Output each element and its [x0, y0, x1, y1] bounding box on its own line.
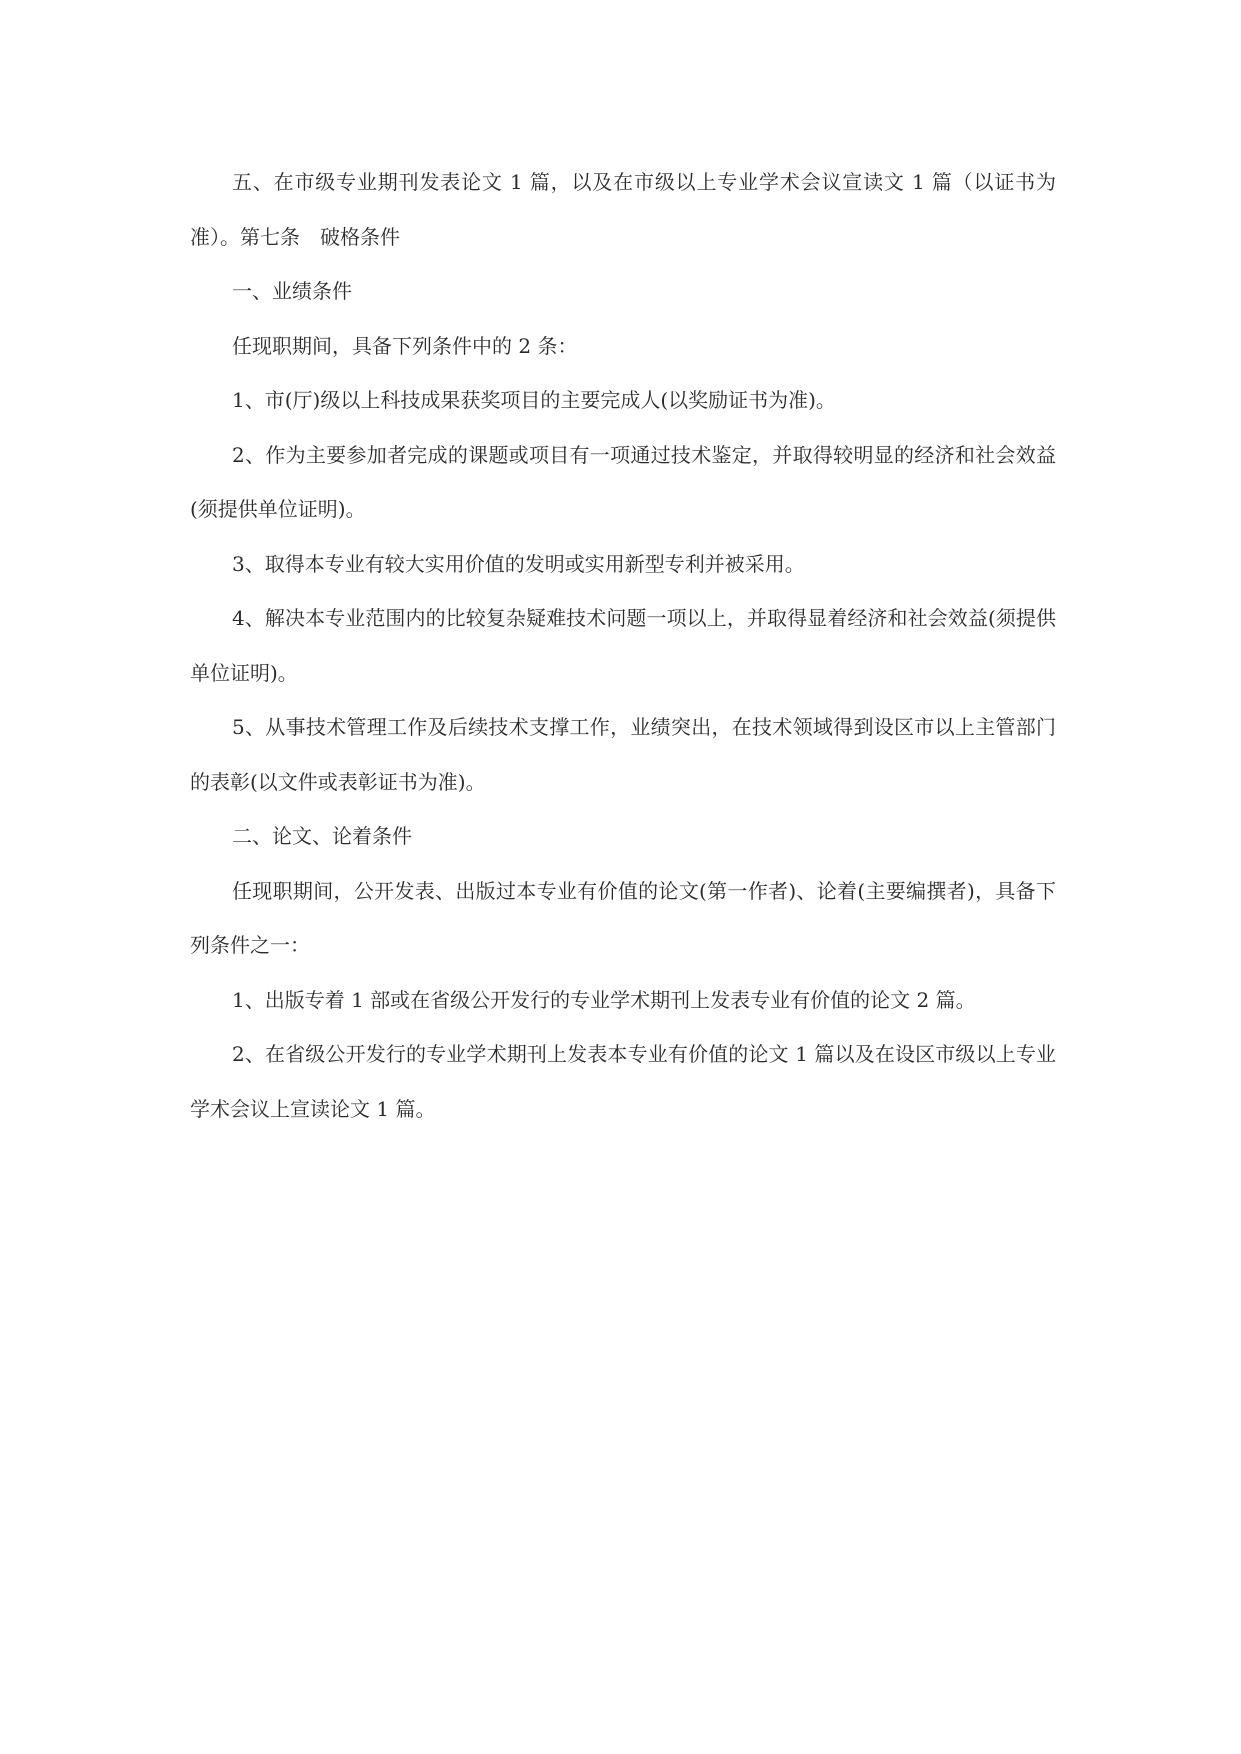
list-item-papers-2: 2、在省级公开发行的专业学术期刊上发表本专业有价值的论文 1 篇以及在设区市级以上专业学术会议上宣读论文 1 篇。 — [190, 1042, 1056, 1121]
document-page — [190, 155, 1056, 1136]
paragraph-item-5-publication: 五、在市级专业期刊发表论文 1 篇，以及在市级以上专业学术会议宣读文 1 篇（以证书为准）。第七条 破格条件 — [190, 170, 1056, 249]
list-item-performance-4: 4、解决本专业范围内的比较复杂疑难技术问题一项以上，并取得显着经济和社会效益(须提供单位证明)。 — [190, 606, 1056, 685]
section-heading-papers: 二、论文、论着条件 — [232, 824, 412, 848]
list-item-papers-1: 1、出版专着 1 部或在省级公开发行的专业学术期刊上发表专业有价值的论文 2 篇。 — [232, 987, 976, 1012]
section-heading-performance: 一、业绩条件 — [232, 279, 352, 303]
list-item-performance-5: 5、从事技术管理工作及后续技术支撑工作，业绩突出，在技术领域得到设区市以上主管部门的表彰(以文件或表彰证书为准)。 — [190, 715, 1056, 794]
list-item-performance-2: 2、作为主要参加者完成的课题或项目有一项通过技术鉴定，并取得较明显的经济和社会效益(须提供单位证明)。 — [190, 442, 1056, 521]
paragraph-performance-intro: 任现职期间，具备下列条件中的 2 条： — [232, 333, 578, 358]
paragraph-papers-intro: 任现职期间，公开发表、出版过本专业有价值的论文(第一作者)、论着(主要编撰者)，具备下列条件之一： — [190, 878, 1056, 957]
list-item-performance-3: 3、取得本专业有较大实用价值的发明或实用新型专利并被采用。 — [232, 551, 805, 576]
list-item-performance-1: 1、市(厅)级以上科技成果获奖项目的主要完成人(以奖励证书为准)。 — [232, 388, 836, 412]
